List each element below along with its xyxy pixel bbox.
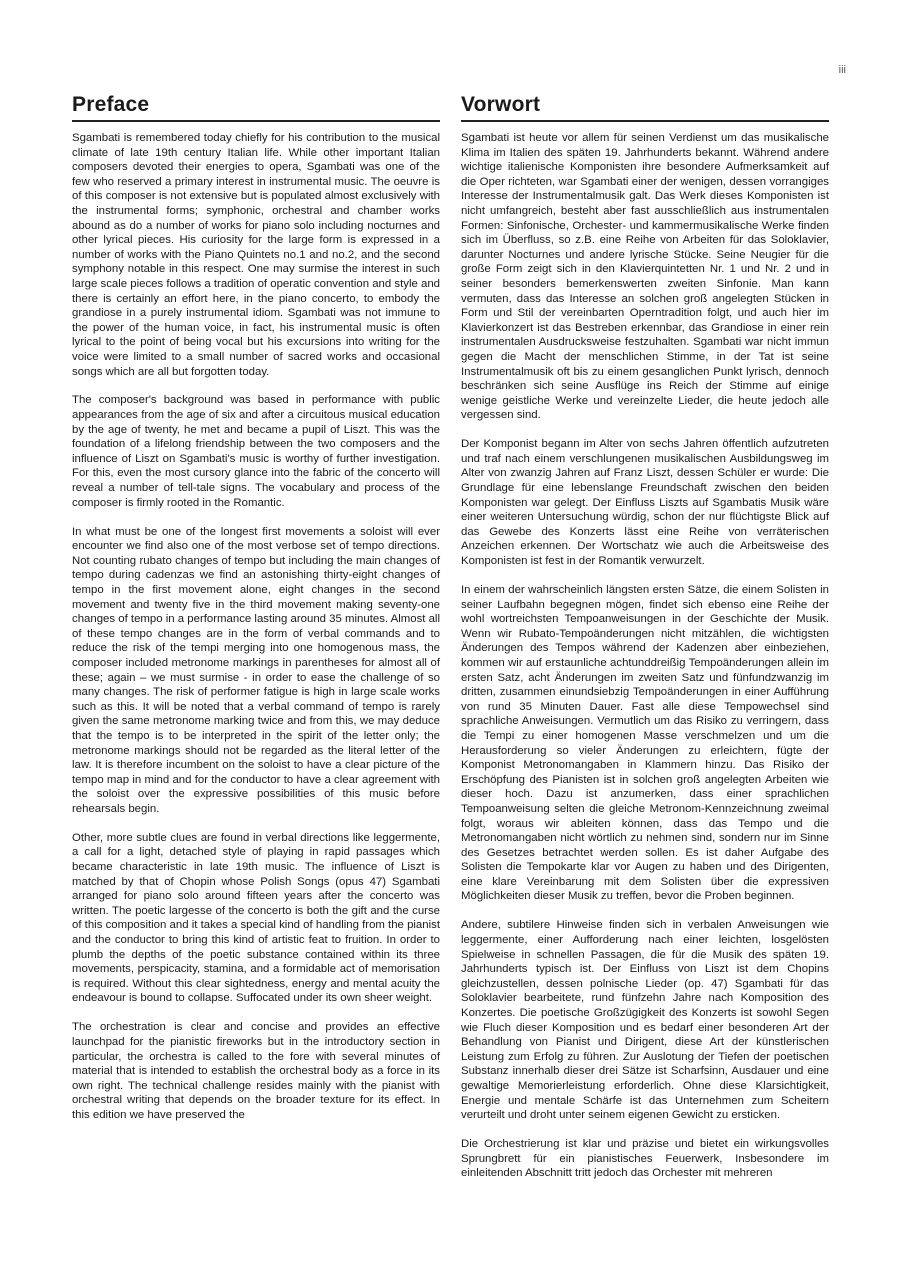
- preface-paragraph-2: The composer's background was based in performance with public appearances from the age of six and after a circuitous musical education by the age of twenty, he met and became a pupil of Liszt. This was the foundation of a lifelong friendship between the two composers and the influence of Liszt on Sgambati's music is worthy of further investigation. For this, even the most cursory glance into the fabric of the concerto will reveal a number of tell-tale signs. The vocabulary and process of the composer is firmly rooted in the Romantic.: [72, 394, 440, 509]
- page-number: iii: [838, 64, 846, 76]
- preface-paragraph-4: Other, more subtle clues are found in verbal directions like leggermente, a call for a light, detached style of playing in rapid passages which became characteristic in late 19th music. The influence of Liszt is matched by that of Chopin whose Polish Songs (opus 47) Sgambati arranged for piano solo around fifteen years after the concerto was written. The poetic largesse of the concerto is both the gift and the curse of this composition and it takes a special kind of handling from the pianist and the conductor to bring this kind of artistic feat to fruition. In order to plumb the depths of the poetic substance contained within its three movements, perspicacity, stamina, and a formidable act of memorisation is required. Without this clear sightedness, energy and mental acuity the endeavour is bound to collapse. Suffocated under its own sheer weight.: [72, 831, 440, 1005]
- vorwort-paragraph-1: Sgambati ist heute vor allem für seinen Verdienst um das musikalische Klima im Italien des späten 19. Jahrhunderts bekannt. Während andere wichtige italienische Komponisten ihre besondere Aufmerksamkeit auf die Oper richteten, war Sgambati einer der wenigen, dessen vorrangiges Interesse der Instrumentalmusik galt. Das Werk dieses Komponisten ist nicht umfangreich, besteht aber fast ausschließlich aus instrumentalen Formen: Sinfonische, Orchester- und kammermusikalische Werke finden sich im Überfluss, so z.B. eine Reihe von Arbeiten für das Soloklavier, darunter Nocturnes und andere lyrische Stücke. Seine Neugier für die große Form zeigt sich in den Klavierquintetten Nr. 1 und Nr. 2 und in seiner besonders bemerkenswerten zweiten Sinfonie. Man kann vermuten, dass das Interesse an solchen groß angelegten Stücken in Form und Stil der vereinbarten Operntradition folgt, und auch hier im Klavierkonzert ist das Bestreben erkennbar, das Grandiose in einer rein instrumentalen Ausdrucksweise festzuhalten. Sgambati war nicht immun gegen die Macht der menschlichen Stimme, in der Tat ist seine Instrumentalmusik oft bis zu einem gesanglichen Punkt lyrisch, dennoch beschränken sich seine Ausflüge ins Reich der Stimme auf einige wenige geistliche Werke und vereinzelte Lieder, die heute jedoch alle vergessen sind.: [461, 132, 829, 422]
- vorwort-paragraph-2: Der Komponist begann im Alter von sechs Jahren öffentlich aufzutreten und traf nach einem verschlungenen musikalischen Ausbildungsweg im Alter von zwanzig Jahren auf Franz Liszt, dessen Schüler er wurde: Die Grundlage für eine lebenslange Freundschaft zwischen den beiden Komponisten war gelegt. Der Einfluss Liszts auf Sgambatis Musik wäre einer weiteren Untersuchung würdig, schon der nur flüchtigste Blick auf das Gewebe des Konzerts lässt eine Reihe von verräterischen Anzeichen erkennen. Der Wortschatz wie auch die Arbeitsweise des Komponisten ist fest in der Romantik verwurzelt.: [461, 438, 829, 568]
- preface-heading: Preface: [72, 93, 440, 122]
- preface-paragraph-3: In what must be one of the longest first movements a soloist will ever encounter we find also one of the most verbose set of tempo directions. Not counting rubato changes of tempo but including the main changes of tempo during cadenzas we find an astonishing thirty-eight changes of tempo in the first movement alone, eight changes in the second movement and twenty five in the third movement making seventy-one changes of tempo in a performance lasting around 35 minutes. Almost all of these tempo changes are in the form of verbal commands and to reduce the risk of the tempi merging into one homogenous mass, the composer included metronome markings in parentheses for almost all of these; again – we must surmise - in order to ease the challenge of so many changes. The risk of performer fatigue is high in large scale works such as this. It will be noted that a verbal command of tempo is rarely given the same metronome marking twice and from this, we may deduce that the tempo is to be interpreted in the spirit of the letter only; the metronome markings should not be regarded as the literal letter of the law. It is therefore incumbent on the soloist to have a clear picture of the tempo map in mind and for the conductor to have a clear agreement with the soloist over the expressive possibilities of this music before rehearsals begin.: [72, 525, 440, 815]
- vorwort-paragraph-4: Andere, subtilere Hinweise finden sich in verbalen Anweisungen wie leggermente, einer Aufforderung nach einer leichten, losgelösten Spielweise in schnellen Passagen, die für die Musik des späten 19. Jahrhunderts typisch ist. Der Einfluss von Liszt ist dem Chopins gleichzustellen, dessen polnische Lieder (op. 47) Sgambati für das Soloklavier bearbeitete, rund fünfzehn Jahre nach Komposition des Konzertes. Die poetische Großzügigkeit des Konzerts ist sowohl Segen wie Fluch dieser Komposition und es bedarf einer besonderen Art der Behandlung von Pianist und Dirigent, diese Art der künstlerischen Leistung zum Erfolg zu führen. Zur Auslotung der Tiefen der poetischen Substanz innerhalb dieser drei Sätze ist Scharfsinn, Ausdauer und eine gewaltige Memorierleistung erforderlich. Ohne diese Klarsichtigkeit, Energie und mentale Schärfe ist das Unternehmen zum Scheitern verurteilt und droht unter seinem eigenen Gewicht zu ersticken.: [461, 919, 829, 1122]
- preface-body: [72, 131, 440, 1123]
- preface-paragraph-5: The orchestration is clear and concise and provides an effective launchpad for the pianistic fireworks but in the introductory section in particular, the orchestra is called to the fore with several minutes of material that is intended to establish the orchestral body as a force in its own right. The technical challenge resides mainly with the pianist with orchestral writing that depends on the broader texture for its effect. In this edition we have preserved the: [72, 1021, 440, 1121]
- vorwort-column: [461, 93, 829, 1181]
- vorwort-body: [461, 131, 829, 1181]
- vorwort-heading: Vorwort: [461, 93, 829, 122]
- vorwort-paragraph-5: Die Orchestrierung ist klar und präzise und bietet ein wirkungsvolles Sprungbrett für ein pianistisches Feuerwerk, Insbesondere im einleitenden Abschnitt tritt jedoch das Orchester mit mehreren: [461, 1138, 829, 1180]
- preface-column: [72, 93, 440, 1123]
- preface-paragraph-1: Sgambati is remembered today chiefly for his contribution to the musical climate of late 19th century Italian life. While other important Italian composers devoted their energies to opera, Sgambati was one of the few who reserved a primary interest in instrumental music. The oeuvre is of this composer is not extensive but is populated almost exclusively with the instrumental forms; symphonic, orchestral and chamber works abound as do a number of works for piano solo including nocturnes and other lyrical pieces. His curiosity for the large form is expressed in a number of works with the Piano Quintets no.1 and no.2, and the second symphony notable in this respect. One may surmise the interest in such large scale pieces follows a tradition of operatic convention and style and there is certainly an effort here, in the piano concerto, to embody the grandiose in a purely instrumental idiom. Sgambati was not immune to the power of the human voice, in fact, his instrumental music is often lyrical to the point of being vocal but his excursions into writing for the voice were limited to a small number of sacred works and occasional songs which are all but forgotten today.: [72, 132, 440, 378]
- vorwort-paragraph-3: In einem der wahrscheinlich längsten ersten Sätze, die einem Solisten in seiner Laufbahn begegnen mögen, findet sich ebenso eine Reihe der wohl wortreichsten Tempoanweisungen in der Geschichte der Musik. Wenn wir Rubato-Tempoänderungen nicht mitzählen, die wichtigsten Änderungen des Tempos während der Kadenzen aber einbeziehen, kommen wir auf erstaunliche achtunddreißig Tempoänderungen allein im ersten Satz, acht Änderungen im zweiten Satz und fünfundzwanzig im dritten, zusammen einundsiebzig Tempoänderungen in einer Aufführung von rund 35 Minuten Dauer. Fast alle diese Tempowechsel sind sprachliche Anweisungen. Vermutlich um das Risiko zu verringern, dass die Tempi zu einer homogenen Masse verschmelzen und um die Herausforderung so vieler Änderungen zu erleichtern, fügte der Komponist Metronomangaben in Klammern hinzu. Das Risiko der Erschöpfung des Pianisten ist in solchen groß angelegten Arbeiten wie dieser hoch. Dazu ist anzumerken, dass einer sprachlichen Tempoanweisung selten die gleiche Metronom-Kennzeichnung zweimal folgt, woraus wir ableiten können, dass das Tempo und die Metronomangaben nicht wörtlich zu nehmen sind, sondern nur im Sinne des Gesetzes betrachtet werden sollen. Es ist daher Aufgabe des Solisten die Tempokarte klar vor Augen zu haben und des Dirigenten, eine klare Vereinbarung mit dem Solisten über die expressiven Möglichkeiten dieser Musik zu treffen, bevor die Proben beginnen.: [461, 584, 829, 903]
